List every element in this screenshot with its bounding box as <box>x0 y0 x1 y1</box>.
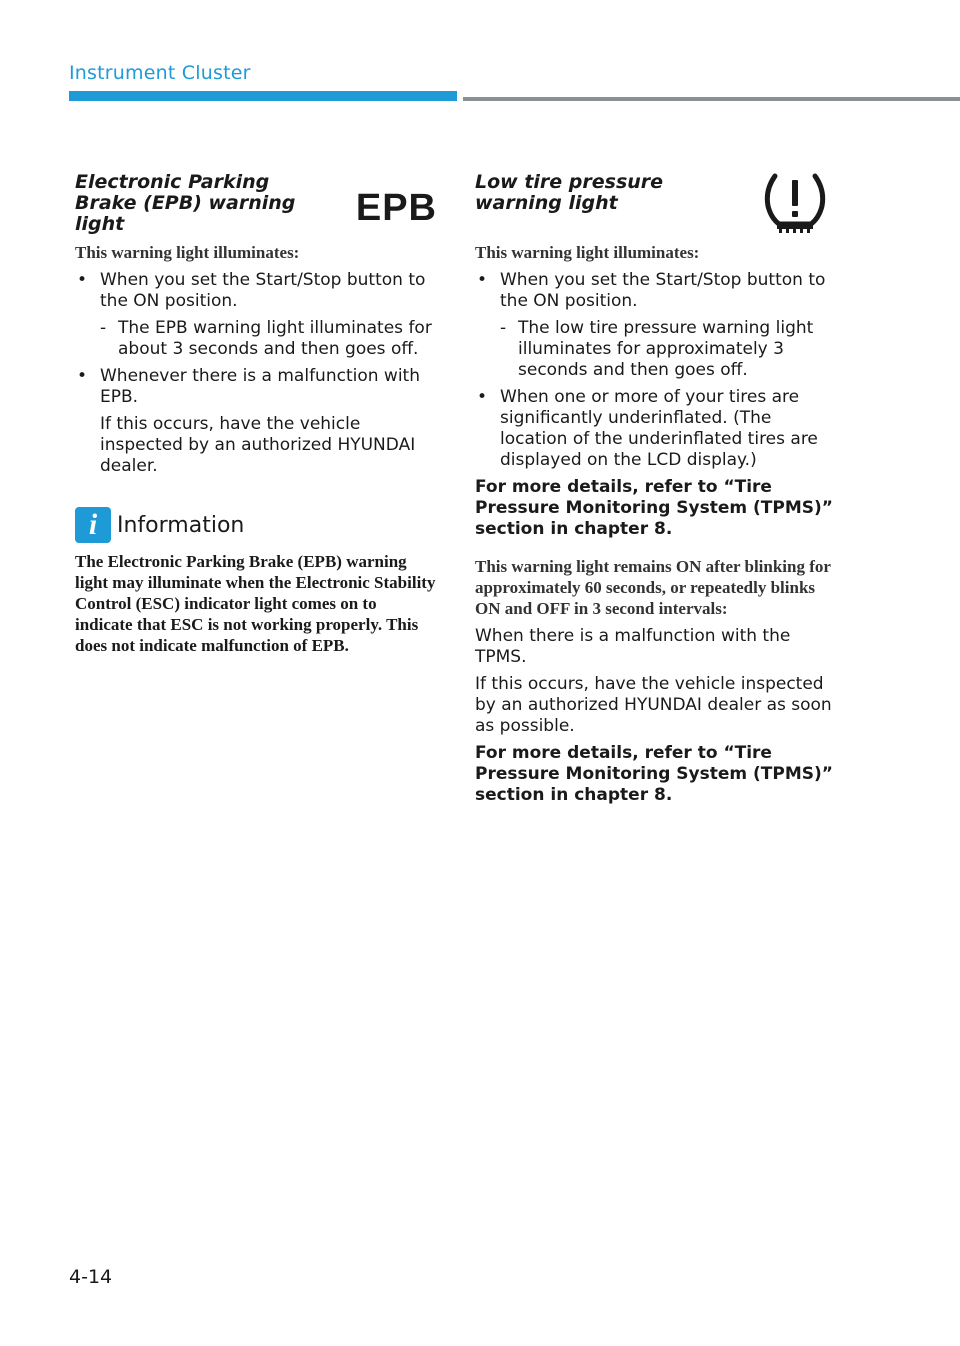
list-item <box>475 387 837 471</box>
header-rule-gray <box>463 97 960 101</box>
sub-list-item: - The low tire pressure warning light illuminates for approximately 3 seconds and then goes off. <box>500 318 837 381</box>
list-item-continuation: If this occurs, have the vehicle inspected by an authorized HYUNDAI dealer. <box>100 414 416 476</box>
tire-pressure-warning-icon <box>763 172 827 238</box>
sub-list-item: - The EPB warning light illuminates for about 3 seconds and then goes off. <box>100 318 437 360</box>
list-item-text: When you set the Start/Stop button to the ON position. <box>100 270 426 311</box>
tpms-reference-2: For more details, refer to “Tire Pressure Monitoring System (TPMS)” section in chapter 8. <box>475 743 833 805</box>
epb-section-header <box>75 172 437 242</box>
tpms-reference-1: For more details, refer to “Tire Pressure Monitoring System (TPMS)” section in chapter 8. <box>475 477 833 539</box>
epb-bullet-list <box>75 270 437 477</box>
tpms-section-header <box>475 172 837 242</box>
tpms-paragraph-1: When there is a malfunction with the TPMS. <box>475 626 791 667</box>
list-item <box>75 366 437 477</box>
sub-list <box>100 318 437 360</box>
list-item <box>75 270 437 360</box>
tpms-section-title: Low tire pressure warning light <box>475 171 664 214</box>
list-item <box>475 270 837 381</box>
tpms-paragraph-2: If this occurs, have the vehicle inspected by an authorized HYUNDAI dealer as soon as possible. <box>475 674 832 736</box>
page-number: 4-14 <box>69 1266 113 1288</box>
epb-section-title: Electronic Parking Brake (EPB) warning light <box>75 171 296 235</box>
tpms-section <box>475 172 837 812</box>
list-item-text: Whenever there is a malfunction with EPB. <box>100 366 420 407</box>
information-text: The Electronic Parking Brake (EPB) warning light may illuminate when the Electronic Stability Control (ESC) indicator light comes on to indicate that ESC is not working properly. This does not indicate malfunction of EPB. <box>75 552 436 655</box>
list-item-text: When one or more of your tires are significantly underinflated. (The location of the underinflated tires are displayed on the LCD display.) <box>500 387 818 470</box>
information-icon: i <box>75 507 111 543</box>
tpms-lead-2: This warning light remains ON after blinking for approximately 60 seconds, or repeatedly blinks ON and OFF in 3 second intervals: <box>475 557 831 618</box>
header-title: Instrument Cluster <box>69 62 251 84</box>
information-title: Information <box>117 512 245 538</box>
list-item-text: When you set the Start/Stop button to the ON position. <box>500 270 826 311</box>
epb-icon: EPB <box>355 187 437 229</box>
tpms-bullet-list <box>475 270 837 471</box>
header-rule-blue <box>69 91 457 101</box>
tpms-lead: This warning light illuminates: <box>475 243 700 262</box>
epb-lead: This warning light illuminates: <box>75 243 300 262</box>
information-header <box>75 507 437 543</box>
information-box <box>75 507 437 656</box>
epb-section <box>75 172 437 656</box>
sub-list <box>500 318 837 381</box>
